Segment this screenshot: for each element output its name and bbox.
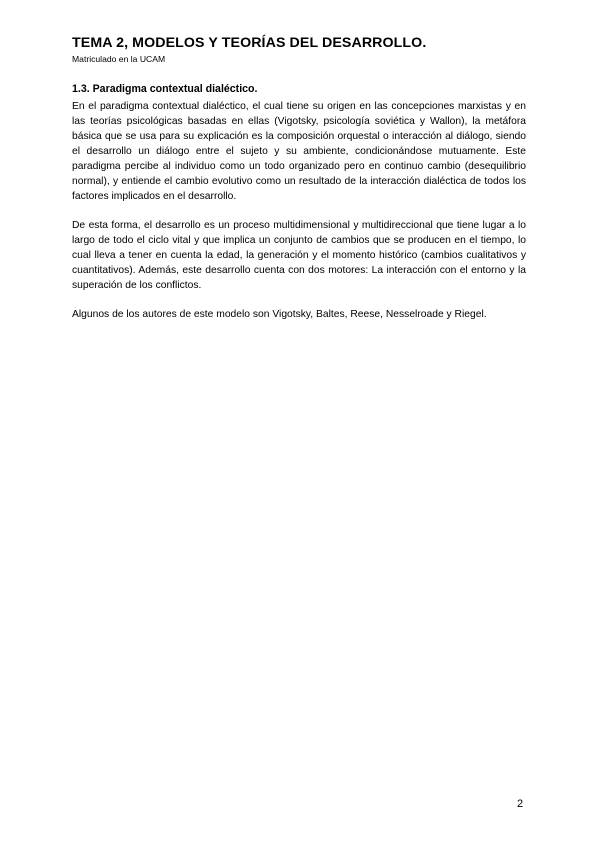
document-subtitle: Matriculado en la UCAM <box>72 54 166 64</box>
section-heading: 1.3. Paradigma contextual dialéctico. <box>72 83 258 95</box>
paragraph-paradigm-description: En el paradigma contextual dialéctico, el cual tiene su origen en las concepciones marxistas y en las teorías psicológicas basadas en ellas (Vigotsky, psicología soviética y Wallon), la metáfora básica que se usa para su explicación es la composición orquestal o interacción al diálogo, siendo el desarrollo un diálogo entre el sujeto y su ambiente, condicionándose mutuamente. Este paradigma percibe al individuo como un todo organizado pero en continuo cambio (desequilibrio normal), y entiende el cambio evolutivo como un resultado de la interacción dialéctica de todos los factores implicados en el desarrollo. <box>72 101 526 202</box>
page-number: 2 <box>517 798 524 810</box>
paragraph-authors: Algunos de los autores de este modelo son Vigotsky, Baltes, Reese, Nesselroade y Riegel. <box>72 309 487 320</box>
document-page <box>72 34 526 322</box>
paragraph-development-process: De esta forma, el desarrollo es un proceso multidimensional y multidireccional que tiene lugar a lo largo de todo el ciclo vital y que implica un conjunto de cambios que se producen en el tiempo, lo cual lleva a tener en cuenta la edad, la generación y el momento histórico (cambios cualitativos y cuantitativos). Además, este desarrollo cuenta con dos motores: La interacción con el entorno y la superación de los conflictos. <box>72 220 526 291</box>
document-title: TEMA 2, MODELOS Y TEORÍAS DEL DESARROLLO. <box>72 35 427 51</box>
